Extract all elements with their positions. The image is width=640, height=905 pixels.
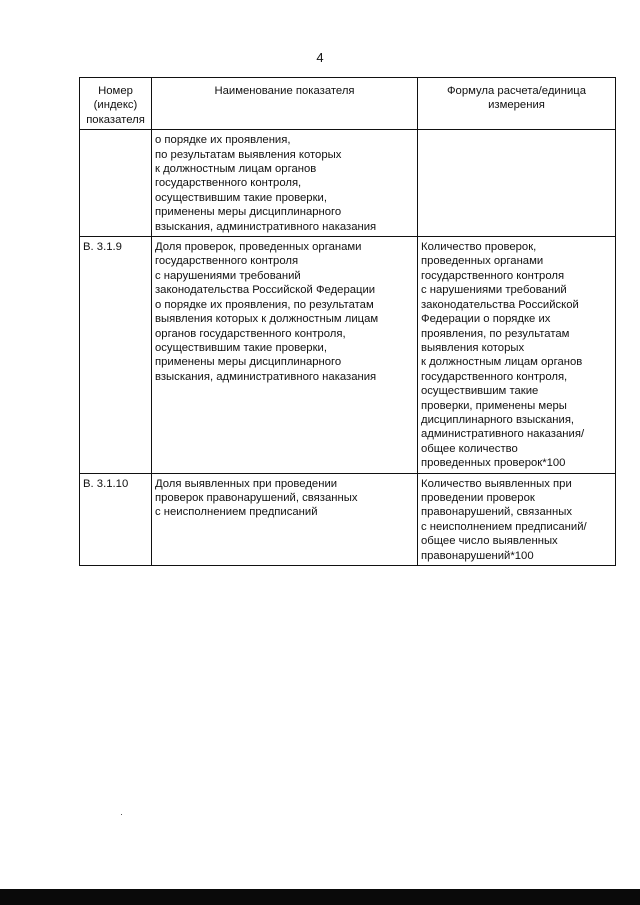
table-row: [80, 473, 616, 565]
header-row: [80, 78, 616, 130]
header-formula: Формула расчета/единица измерения: [418, 78, 616, 130]
index-cell: В. 3.1.10: [80, 473, 152, 565]
name-cell: о порядке их проявления, по результатам выявления которых к должностным лицам органов государственного контроля, осуществившим такие проверки, применены меры дисциплинарного взыскания, административного наказания: [152, 130, 418, 237]
table-row: [80, 237, 616, 474]
index-cell: В. 3.1.9: [80, 237, 152, 474]
table-body: [80, 130, 616, 566]
name-cell: Доля выявленных при проведении проверок правонарушений, связанных с неисполнением предписаний: [152, 473, 418, 565]
page-number: 4: [316, 50, 324, 65]
formula-cell: Количество проверок, проведенных органами государственного контроля с нарушениями требований законодательства Российской Федерации о порядке их проявления, по результатам выявления которых к должностным лицам органов государственного контроля, осуществившим такие проверки, применены меры дисциплинарного взыскания, административного наказания/ общее количество проведенных проверок*100: [418, 237, 616, 474]
formula-cell: [418, 130, 616, 237]
table-row: [80, 130, 616, 237]
name-cell: Доля проверок, проведенных органами государственного контроля с нарушениями требований законодательства Российской Федерации о порядке их проявления, по результатам выявления которых к должностным лицам органов государственного контроля, осуществившим такие проверки, применены меры дисциплинарного взыскания, административного наказания: [152, 237, 418, 474]
formula-cell: Количество выявленных при проведении проверок правонарушений, связанных с неисполнением предписаний/ общее число выявленных правонарушений*100: [418, 473, 616, 565]
scan-speck: [121, 814, 122, 815]
scan-bottom-edge: [0, 889, 640, 905]
table-header: [80, 78, 616, 130]
index-cell: [80, 130, 152, 237]
header-name: Наименование показателя: [152, 78, 418, 130]
indicators-table: [79, 77, 616, 566]
header-index: Номер (индекс) показателя: [80, 78, 152, 130]
